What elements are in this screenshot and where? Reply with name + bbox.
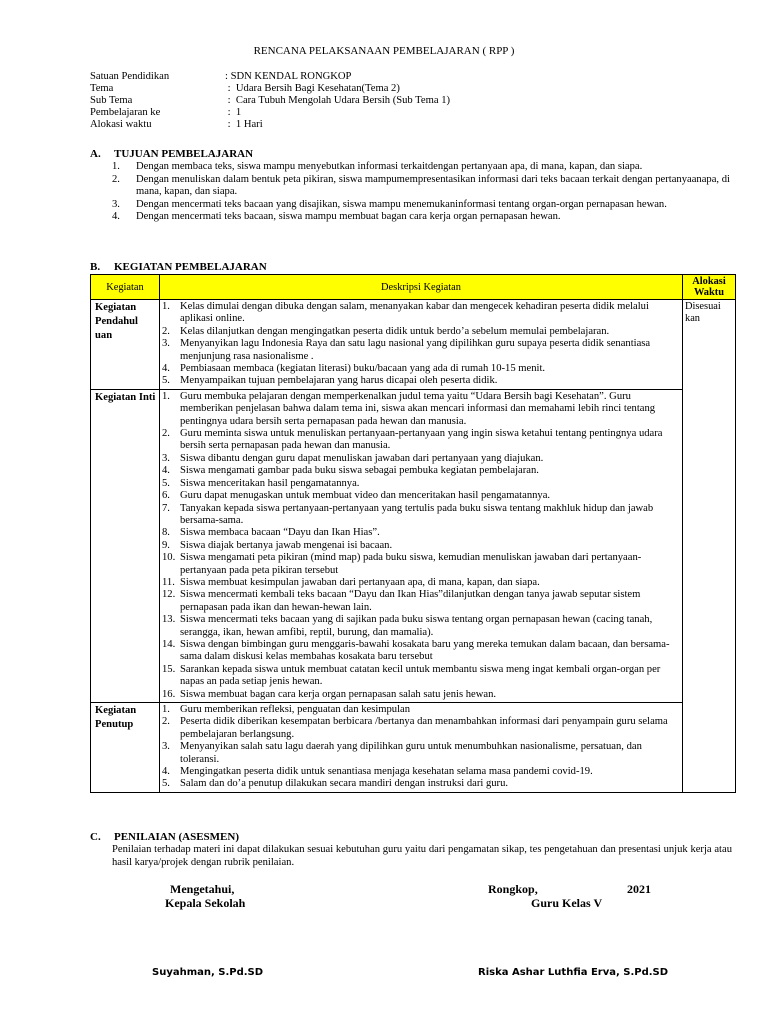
- goals-list: [112, 161, 732, 224]
- activity-description-cell: [160, 389, 683, 702]
- identity-value: : 1: [225, 107, 242, 118]
- activity-number: 9.: [162, 539, 170, 551]
- section-heading-a: [90, 148, 253, 161]
- section-number: C.: [90, 831, 101, 843]
- activity-item: [162, 766, 680, 778]
- activity-text: Siswa dengan bimbingan guru menggaris-bawahi kosakata baru yang mereka temukan dalam bacaan, dan bersama-sama dalam diskusi kelas membahas kosakata baru tersebut: [180, 638, 670, 663]
- activity-item: [162, 478, 680, 490]
- activity-text: Salam dan do’a penutup dilakukan secara mandiri dengan instruksi dari guru.: [180, 778, 509, 790]
- activity-item: [162, 338, 680, 363]
- activity-text: Siswa mengamati gambar pada buku siswa sebagai pembuka kegiatan pembelajaran.: [180, 465, 539, 477]
- activity-item: [162, 589, 680, 614]
- activity-text: Siswa mencermati kembali teks bacaan “Dayu dan Ikan Hias”dilanjutkan dengan tanya jawab seputar sistem pernapasan pada ikan dan hewan-hewan lain.: [180, 589, 641, 613]
- activity-number: 1.: [162, 704, 170, 715]
- section-title: PENILAIAN (ASESMEN): [114, 831, 239, 843]
- activity-number: 1.: [162, 390, 170, 402]
- activity-text: Siswa mengamati peta pikiran (mind map) pada buku siswa, kemudian menuliskan jawaban dari pertanyaan-pertanyaan pada peta pikiran tersebut: [180, 552, 642, 576]
- activity-number: 3.: [162, 338, 170, 350]
- activity-text: Peserta didik diberikan kesempatan berbicara /bertanya dan menambahkan informasi dari penyampain guru selama pembelajaran berlangsung.: [180, 716, 668, 740]
- activity-text: Siswa mencermati teks bacaan yang di sajikan pada buku siswa tentang organ pernapasan hewan (cacing tanah, serangga, ikan, hewan amfibi, reptil, burung, dan mamalia).: [180, 614, 653, 638]
- activity-description-cell: [160, 703, 683, 793]
- goal-text: Dengan menuliskan dalam bentuk peta pikiran, siswa mampumempresentasikan informasi dari teks bacaan terkait dengan pertanyaanapa, di mana, kapan, dan siapa.: [136, 173, 730, 198]
- goal-number: 4.: [112, 211, 120, 223]
- activity-text: Sarankan kepada siswa untuk membuat catatan kecil untuk membantu siswa meng ingat kembali organ-organ per napas an pada setiap jenis hewan.: [180, 663, 661, 688]
- table-header-row: [91, 275, 736, 300]
- allocation-cell: Disesuai kan: [683, 300, 736, 793]
- activity-item: [162, 465, 680, 477]
- activity-text: Mengingatkan peserta didik untuk senantiasa menjaga kesehatan selama masa pandemi covid-19.: [180, 766, 593, 778]
- activity-list: [162, 391, 680, 701]
- phase-label: Kegiatan Pendahul uan: [91, 300, 160, 390]
- phase-label: Kegiatan Inti: [91, 389, 160, 702]
- activity-text: Kelas dilanjutkan dengan mengingatkan peserta didik untuk berdo’a sebelum memulai pembelajaran.: [180, 325, 610, 337]
- activity-number: 4.: [162, 363, 170, 375]
- activity-item: [162, 704, 680, 716]
- identity-row: [90, 119, 450, 131]
- activities-table: [90, 274, 736, 793]
- activity-number: 2.: [162, 716, 170, 728]
- activity-number: 5.: [162, 477, 170, 489]
- identity-label: Satuan Pendidikan: [90, 71, 170, 82]
- goal-text: Dengan mencermati teks bacaan yang disajikan, siswa mampu menemukaninformasi tentang organ-organ pernapasan hewan.: [136, 198, 667, 210]
- goal-item: [112, 161, 732, 174]
- activity-text: Pembiasaan membaca (kegiatan literasi) buku/bacaan yang ada di rumah 10-15 menit.: [180, 363, 546, 375]
- activity-text: Menyampaikan tujuan pembelajaran yang harus dicapai oleh peserta didik.: [180, 375, 498, 387]
- header-kegiatan: Kegiatan: [91, 275, 160, 300]
- activity-number: 11.: [162, 576, 175, 588]
- section-heading-b: [90, 261, 267, 274]
- identity-block: [90, 71, 450, 131]
- activity-list: [162, 301, 680, 388]
- sign-principal-title: Kepala Sekolah: [165, 896, 246, 910]
- activity-number: 2.: [162, 325, 170, 337]
- activity-number: 14.: [162, 638, 176, 650]
- activity-item: [162, 778, 680, 790]
- identity-value: : 1 Hari: [225, 119, 263, 130]
- teacher-name: Riska Ashar Luthfia Erva, S.Pd.SD: [478, 967, 669, 978]
- activity-number: 16.: [162, 688, 176, 700]
- section-title: KEGIATAN PEMBELAJARAN: [114, 261, 267, 273]
- activity-item: [162, 664, 680, 689]
- identity-label: Sub Tema: [90, 95, 133, 106]
- activity-item: [162, 540, 680, 552]
- activity-item: [162, 503, 680, 528]
- activity-text: Tanyakan kepada siswa pertanyaan-pertanyaan yang tertulis pada buku siswa tentang makhluk hidup dan jawab bersama-sama.: [180, 502, 654, 526]
- activity-item: [162, 577, 680, 589]
- activity-text: Siswa diajak bertanya jawab mengenai isi bacaan.: [180, 539, 393, 551]
- activity-item: [162, 689, 680, 701]
- identity-row: [90, 71, 450, 83]
- identity-label: Tema: [90, 83, 114, 94]
- activity-item: [162, 527, 680, 539]
- activity-number: 12.: [162, 589, 176, 601]
- activity-number: 13.: [162, 614, 176, 626]
- section-heading-c: [90, 831, 239, 844]
- activity-item: [162, 490, 680, 502]
- table-row: [91, 300, 736, 390]
- activity-text: Siswa menceritakan hasil pengamatannya.: [180, 477, 360, 489]
- identity-value: : SDN KENDAL RONGKOP: [225, 71, 352, 82]
- section-number: A.: [90, 148, 101, 160]
- document-title: RENCANA PELAKSANAAN PEMBELAJARAN ( RPP ): [253, 45, 515, 57]
- activity-item: [162, 552, 680, 577]
- section-number: B.: [90, 261, 101, 273]
- goal-item: [112, 174, 732, 199]
- penilaian-paragraph: Penilaian terhadap materi ini dapat dilakukan sesuai kebutuhan guru yaitu dari pengamatan sikap, tes pengetahuan dan presentasi unjuk kerja atau hasil karya/projek dengan rubrik penilaian.: [112, 844, 732, 868]
- activity-text: Siswa membaca bacaan “Dayu dan Ikan Hias”.: [180, 527, 380, 539]
- activity-item: [162, 741, 680, 766]
- activity-text: Guru dapat menugaskan untuk membuat video dan menceritakan hasil pengamatannya.: [180, 490, 551, 502]
- activity-text: Menyanyikan salah satu lagu daerah yang dipilihkan guru untuk menumbuhkan nasionalisme, persatuan, dan toleransi.: [180, 741, 642, 765]
- activity-item: [162, 326, 680, 338]
- activity-number: 4.: [162, 766, 170, 778]
- activity-item: [162, 375, 680, 387]
- activity-number: 5.: [162, 778, 170, 790]
- table-row: [91, 389, 736, 702]
- activity-text: Siswa dibantu dengan guru dapat menuliskan jawaban dari pertanyaan yang diajukan.: [180, 452, 544, 464]
- sign-known-label: Mengetahui,: [170, 882, 235, 896]
- goal-number: 3.: [112, 198, 120, 210]
- activity-item: [162, 453, 680, 465]
- activity-text: Siswa membuat kesimpulan jawaban dari pertanyaan apa, di mana, kapan, dan siapa.: [180, 576, 540, 588]
- activity-text: Guru membuka pelajaran dengan memperkenalkan judul tema yaitu “Udara Bersih bagi Kesehatan”. Guru memberikan penjelasan bahwa dalam tema ini, siswa akan mencari informasi dan memahami lebih rinci tentang pentingnya udara bersih serta pernapasan pada hewan dan manusia.: [180, 390, 656, 427]
- identity-row: [90, 95, 450, 107]
- sign-teacher-title: Guru Kelas V: [531, 896, 603, 910]
- goal-number: 2.: [112, 173, 120, 185]
- section-title: TUJUAN PEMBELAJARAN: [114, 148, 254, 160]
- activity-number: 8.: [162, 527, 170, 539]
- activity-item: [162, 428, 680, 453]
- activity-list: [162, 704, 680, 791]
- identity-row: [90, 83, 450, 95]
- identity-value: : Udara Bersih Bagi Kesehatan(Tema 2): [225, 83, 400, 94]
- activity-text: Kelas dimulai dengan dibuka dengan salam, menanyakan kabar dan mengecek kehadiran peserta didik melalui aplikasi online.: [180, 301, 649, 325]
- identity-row: [90, 107, 450, 119]
- goal-text: Dengan membaca teks, siswa mampu menyebutkan informasi terkaitdengan pertanyaan apa, di mana, kapan, dan siapa.: [136, 161, 643, 172]
- activity-description-cell: [160, 300, 683, 390]
- identity-label: Alokasi waktu: [90, 119, 152, 130]
- header-alokasi: Alokasi Waktu: [683, 275, 736, 300]
- activity-text: Siswa membuat bagan cara kerja organ pernapasan salah satu jenis hewan.: [180, 688, 497, 700]
- sign-place: Rongkop,: [488, 882, 538, 896]
- activity-item: [162, 639, 680, 664]
- goal-item: [112, 211, 732, 224]
- activity-number: 5.: [162, 375, 170, 387]
- header-deskripsi: Deskripsi Kegiatan: [160, 275, 683, 300]
- principal-name: Suyahman, S.Pd.SD: [152, 967, 264, 978]
- activity-number: 10.: [162, 552, 176, 564]
- activity-item: [162, 391, 680, 428]
- identity-label: Pembelajaran ke: [90, 107, 161, 118]
- activity-item: [162, 363, 680, 375]
- identity-value: : Cara Tubuh Mengolah Udara Bersih (Sub Tema 1): [225, 95, 451, 106]
- goal-number: 1.: [112, 161, 120, 172]
- activity-number: 7.: [162, 502, 170, 514]
- activity-number: 4.: [162, 465, 170, 477]
- activity-item: [162, 614, 680, 639]
- table-body: [91, 300, 736, 793]
- activity-number: 3.: [162, 452, 170, 464]
- activity-text: Menyanyikan lagu Indonesia Raya dan satu lagu nasional yang dipilihkan guru supaya peserta didik senantiasa menjunjung rasa nasionalisme .: [180, 338, 651, 362]
- activity-number: 2.: [162, 428, 170, 440]
- goal-text: Dengan mencermati teks bacaan, siswa mampu membuat bagan cara kerja organ pernapasan hewan.: [136, 211, 561, 223]
- activity-text: Guru meminta siswa untuk menuliskan pertanyaan-pertanyaan yang ingin siswa ketahui tentang pentingnya udara bersih serta pernapasan pada hewan dan manusia.: [180, 428, 663, 452]
- activity-number: 15.: [162, 663, 176, 675]
- table-row: [91, 703, 736, 793]
- activity-number: 1.: [162, 301, 170, 312]
- activity-text: Guru memberikan refleksi, penguatan dan kesimpulan: [180, 704, 411, 715]
- sign-year: 2021: [627, 882, 651, 896]
- activity-item: [162, 716, 680, 741]
- phase-label: Kegiatan Penutup: [91, 703, 160, 793]
- goal-item: [112, 199, 732, 212]
- activity-item: [162, 301, 680, 326]
- activity-number: 6.: [162, 490, 170, 502]
- activity-number: 3.: [162, 741, 170, 753]
